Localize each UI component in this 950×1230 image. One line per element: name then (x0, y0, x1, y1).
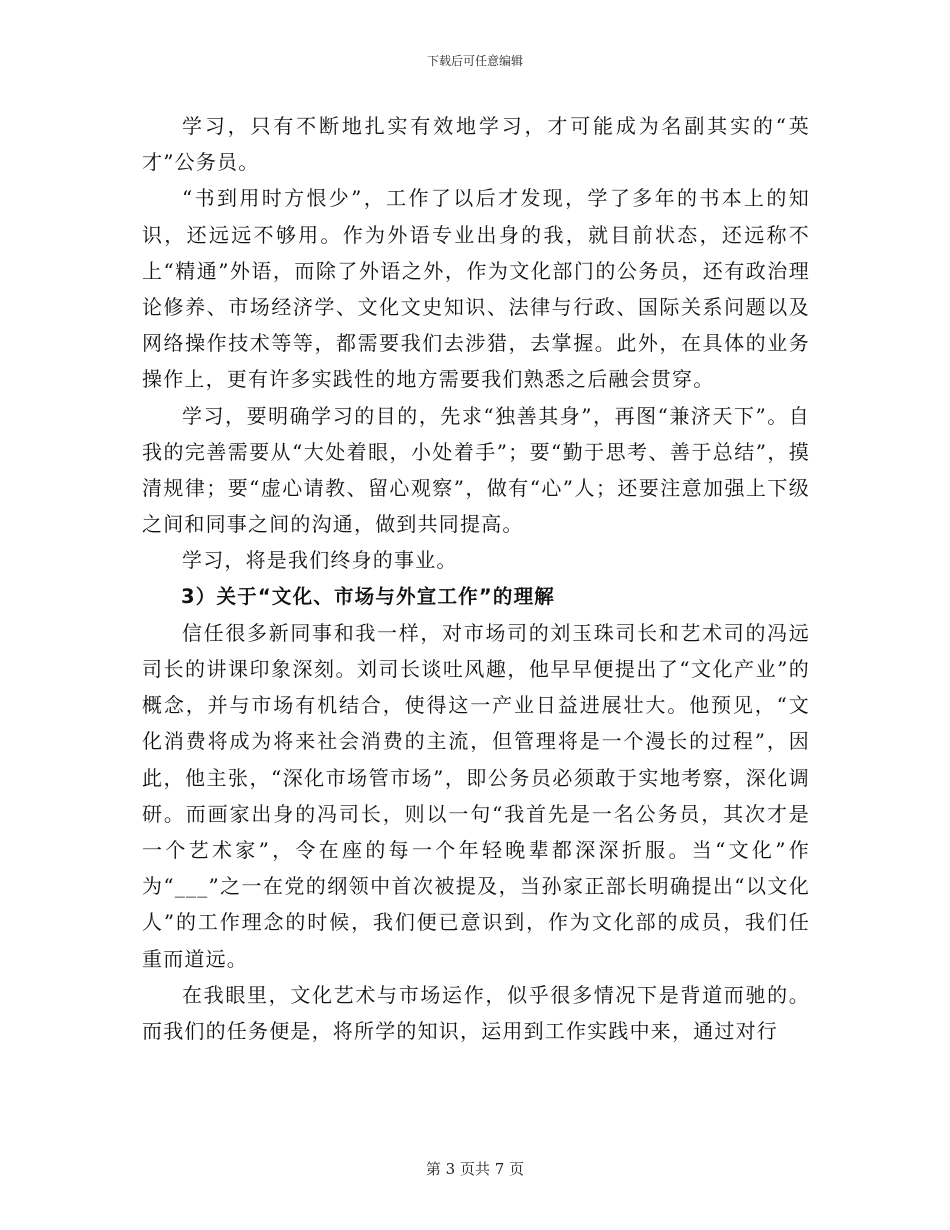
paragraph: “书到用时方恨少”，工作了以后才发现，学了多年的书本上的知识，还远远不够用。作为外语专业出身的我，就目前状态，还远称不上“精通”外语，而除了外语之外，作为文化部门的公务员，还有政治理论修养、市场经济学、文化文史知识、法律与行政、国际关系问题以及网络操作技术等等，都需要我们去涉猎，去掌握。此外，在具体的业务操作上，更有许多实践性的地方需要我们熟悉之后融会贯穿。 (142, 186, 810, 392)
paragraph: 学习，只有不断地扎实有效地学习，才可能成为名副其实的“英才”公务员。 (142, 114, 810, 175)
page-footer: 第 3 页共 7 页 (425, 1160, 525, 1178)
paragraph: 信任很多新同事和我一样，对市场司的刘玉珠司长和艺术司的冯远司长的讲课印象深刻。刘司长谈吐风趣，他早早便提出了“文化产业”的概念，并与市场有机结合，使得这一产业日益进展壮大。他预见，“文化消费将成为将来社会消费的主流，但管理将是一个漫长的过程”，因此，他主张，“深化市场管市场”，即公务员必须敢于实地考察，深化调研。而画家出身的冯司长，则以一句“我首先是一名公务员，其次才是一个艺术家”，令在座的每一个年轻晚辈都深深折服。当“文化”作为“___”之一在党的纲领中首次被提及，当孙家正部长明确提出“以文化人”的工作理念的时候，我们便已意识到，作为文化部的成员，我们任重而道远。 (142, 620, 810, 971)
paragraph: 学习，将是我们终身的事业。 (182, 548, 458, 573)
page-header: 下载后可任意编辑 (426, 54, 523, 68)
paragraph: 在我眼里，文化艺术与市场运作，似乎很多情况下是背道而驰的。而我们的任务便是，将所学的知识，运用到工作实践中来，通过对行 (142, 982, 810, 1044)
body-text (142, 108, 810, 1049)
paragraph: 学习，要明确学习的目的，先求“独善其身”，再图“兼济天下”。自我的完善需要从“大处着眼，小处着手”；要“勤于思考、善于总结”，摸清规律；要“虚心请教、留心观察”，做有“心”人；还要注意加强上下级之间和同事之间的沟通，做到共同提高。 (142, 403, 810, 537)
section-heading: 3）关于“文化、市场与外宣工作”的理解 (181, 584, 556, 608)
